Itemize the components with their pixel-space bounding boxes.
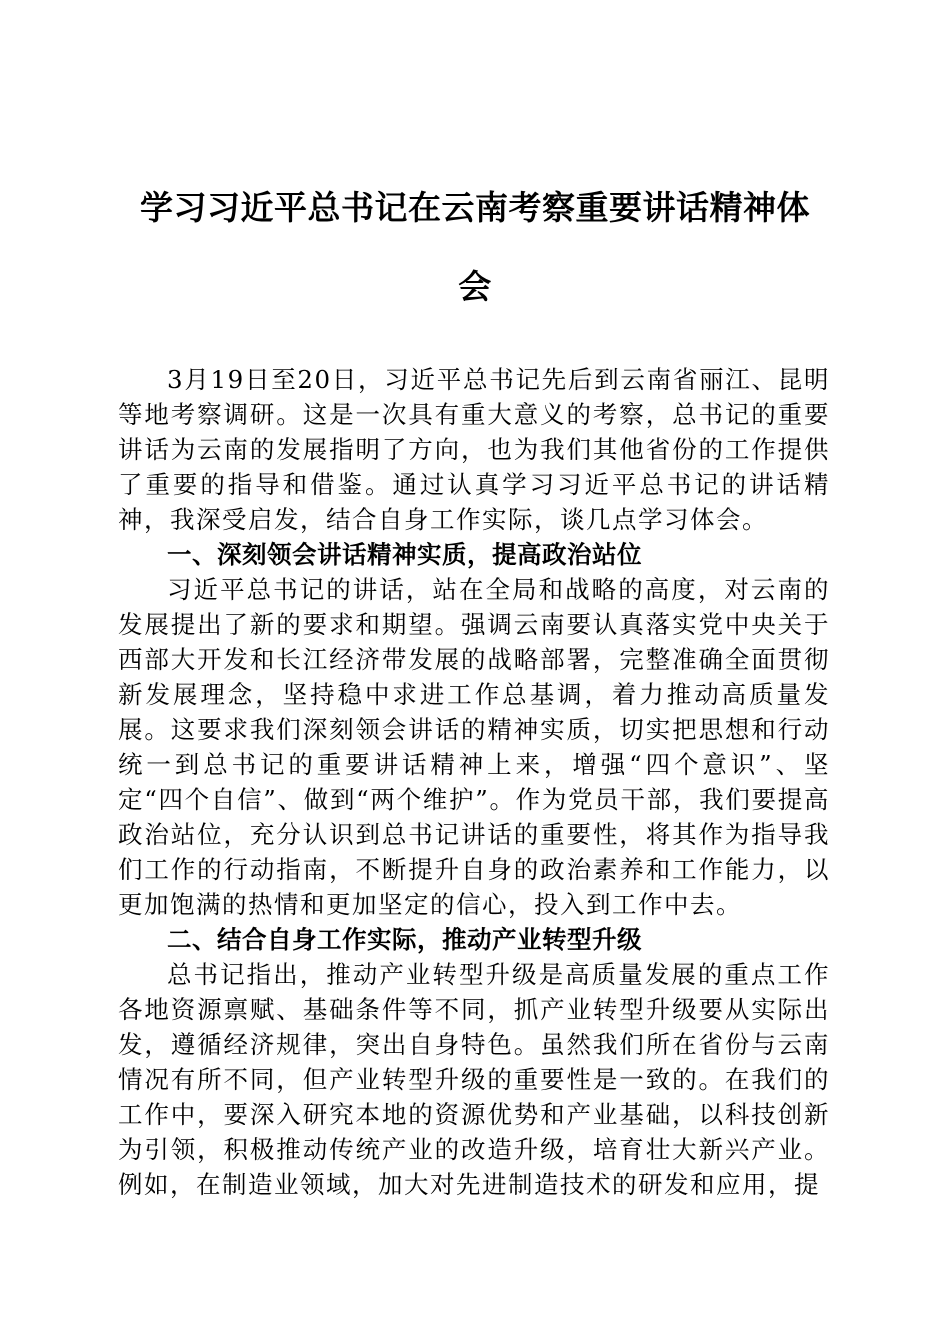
document-title <box>110 168 840 326</box>
intro-paragraph: 3月19日至20日，习近平总书记先后到云南省丽江、昆明等地考察调研。这是一次具有重大意义的考察，总书记的重要讲话为云南的发展指明了方向，也为我们其他省份的工作提供了重要的指导和借鉴。通过认真学习习近平总书记的讲话精神，我深受启发，结合自身工作实际，谈几点学习体会。 <box>118 365 830 534</box>
document-title-line-2: 会 <box>458 267 492 306</box>
section-2-heading: 二、结合自身工作实际，推动产业转型升级 <box>167 925 642 954</box>
section-1-paragraph: 习近平总书记的讲话，站在全局和战略的高度，对云南的发展提出了新的要求和期望。强调云南要认真落实党中央关于西部大开发和长江经济带发展的战略部署，完整准确全面贯彻新发展理念，坚持稳中求进工作总基调，着力推动高质量发展。这要求我们深刻领会讲话的精神实质，切实把思想和行动统一到总书记的重要讲话精神上来，增强“四个意识”、坚定“四个自信”、做到“两个维护”。作为党员干部，我们要提高政治站位，充分认识到总书记讲话的重要性，将其作为指导我们工作的行动指南，不断提升自身的政治素养和工作能力，以更加饱满的热情和更加坚定的信心，投入到工作中去。 <box>118 575 830 919</box>
section-1-heading: 一、深刻领会讲话精神实质，提高政治站位 <box>167 540 642 569</box>
section-2-paragraph: 总书记指出，推动产业转型升级是高质量发展的重点工作各地资源禀赋、基础条件等不同，抓产业转型升级要从实际出发，遵循经济规律，突出自身特色。虽然我们所在省份与云南情况有所不同，但产业转型升级的重要性是一致的。在我们的工作中，要深入研究本地的资源优势和产业基础，以科技创新为引领，积极推动传统产业的改造升级，培育壮大新兴产业。例如，在制造业领域，加大对先进制造技术的研发和应用，提 <box>118 960 830 1199</box>
document-title-line-1: 学习习近平总书记在云南考察重要讲话精神体 <box>140 188 810 227</box>
document-body <box>118 362 830 1202</box>
